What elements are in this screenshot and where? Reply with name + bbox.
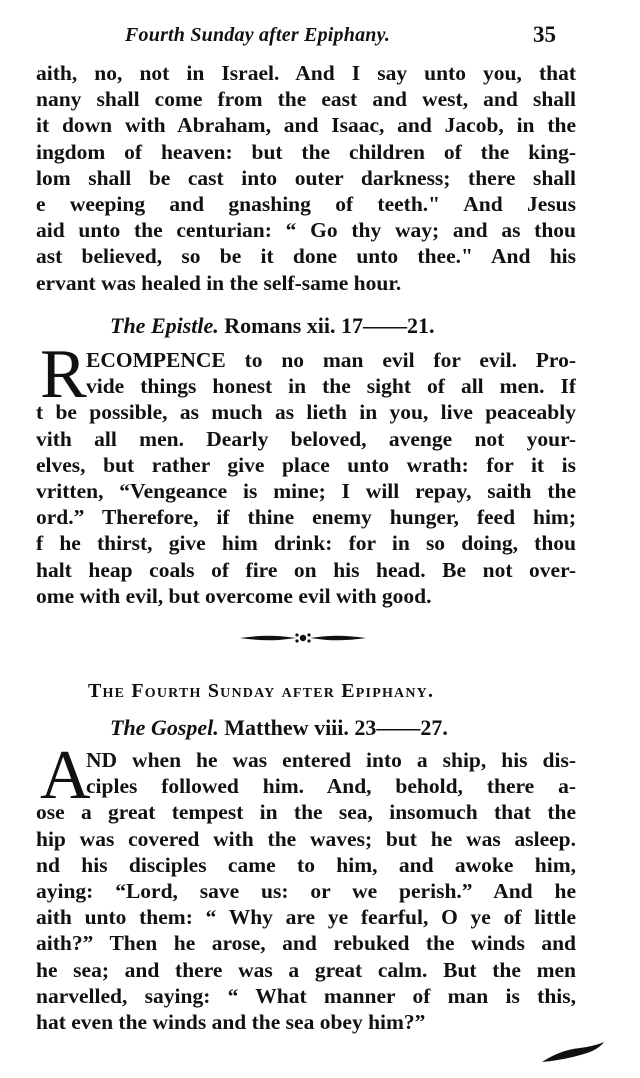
- text-line: he sea; and there was a great calm. But the men: [36, 957, 576, 982]
- text-line: ose a great tempest in the sea, insomuch that the: [36, 800, 576, 825]
- epistle-label: The Epistle.: [110, 313, 219, 338]
- drop-cap-a: A: [40, 737, 91, 814]
- gospel-paragraph: [36, 737, 576, 1035]
- text-line: it down with Abraham, and Isaac, and Jacob, in the: [36, 113, 576, 138]
- text-line: aying: “Lord, save us: or we perish.” And he: [36, 878, 576, 903]
- text-line: e weeping and gnashing of teeth." And Jesus: [36, 191, 576, 216]
- ornament-divider-icon: [238, 628, 368, 648]
- text-line: ECOMPENCE to no man evil for evil. Pro-: [86, 348, 576, 372]
- text-line: ingdom of heaven: but the children of the king-: [36, 139, 576, 164]
- text-line: aith unto them: “ Why are ye fearful, O ye of little: [36, 905, 576, 930]
- text-line: aith, no, not in Israel. And I say unto you, that: [36, 61, 576, 85]
- text-line: nd his disciples came to him, and awoke him,: [36, 852, 576, 877]
- text-line: ast believed, so be it done unto thee." And his: [36, 244, 576, 269]
- text-line: elves, but rather give place unto wrath: for it is: [36, 452, 576, 477]
- text-line: ND when he was entered into a ship, his dis-: [86, 748, 576, 772]
- text-line: aith?” Then he arose, and rebuked the winds and: [36, 931, 576, 956]
- text-line: vith all men. Dearly beloved, avenge not your-: [36, 426, 576, 451]
- text-line: hip was covered with the waves; but he was asleep.: [36, 826, 576, 851]
- ink-flourish-icon: [540, 1040, 606, 1066]
- epistle-paragraph: [36, 336, 576, 609]
- gospel-heading: [110, 715, 448, 741]
- text-line: ervant was healed in the self-same hour.: [36, 270, 402, 295]
- epistle-reference: Romans xii. 17——21.: [224, 313, 435, 338]
- text-line: vritten, “Vengeance is mine; I will repay, saith the: [36, 478, 576, 503]
- text-line: lom shall be cast into outer darkness; there shall: [36, 165, 576, 190]
- text-line: hat even the winds and the sea obey him?”: [36, 1009, 426, 1034]
- gospel-reference: Matthew viii. 23——27.: [224, 715, 448, 740]
- text-line: f he thirst, give him drink: for in so doing, thou: [36, 531, 576, 556]
- text-line: aid unto the centurian: “ Go thy way; and as thou: [36, 218, 576, 243]
- running-head: [0, 18, 640, 52]
- text-line: t be possible, as much as lieth in you, live peaceably: [36, 400, 576, 425]
- page-number: 35: [533, 22, 556, 47]
- text-line: ciples followed him. And, behold, there a-: [86, 774, 576, 799]
- text-line: ome with evil, but overcome evil with good.: [36, 583, 432, 608]
- epistle-heading: [110, 313, 435, 339]
- gospel-continued-paragraph: [36, 60, 576, 296]
- running-title: Fourth Sunday after Epiphany.: [125, 24, 391, 46]
- text-line: halt heap coals of fire on his head. Be not over-: [36, 557, 576, 582]
- gospel-label: The Gospel.: [110, 715, 219, 740]
- drop-cap-r: R: [40, 336, 87, 413]
- text-line: ord.” Therefore, if thine enemy hunger, feed him;: [36, 505, 576, 530]
- section-title: The Fourth Sunday after Epiphany.: [88, 680, 435, 702]
- text-line: narvelled, saying: “ What manner of man is this,: [36, 983, 576, 1008]
- text-line: vide things honest in the sight of all men. If: [86, 374, 576, 399]
- text-line: nany shall come from the east and west, and shall: [36, 87, 576, 112]
